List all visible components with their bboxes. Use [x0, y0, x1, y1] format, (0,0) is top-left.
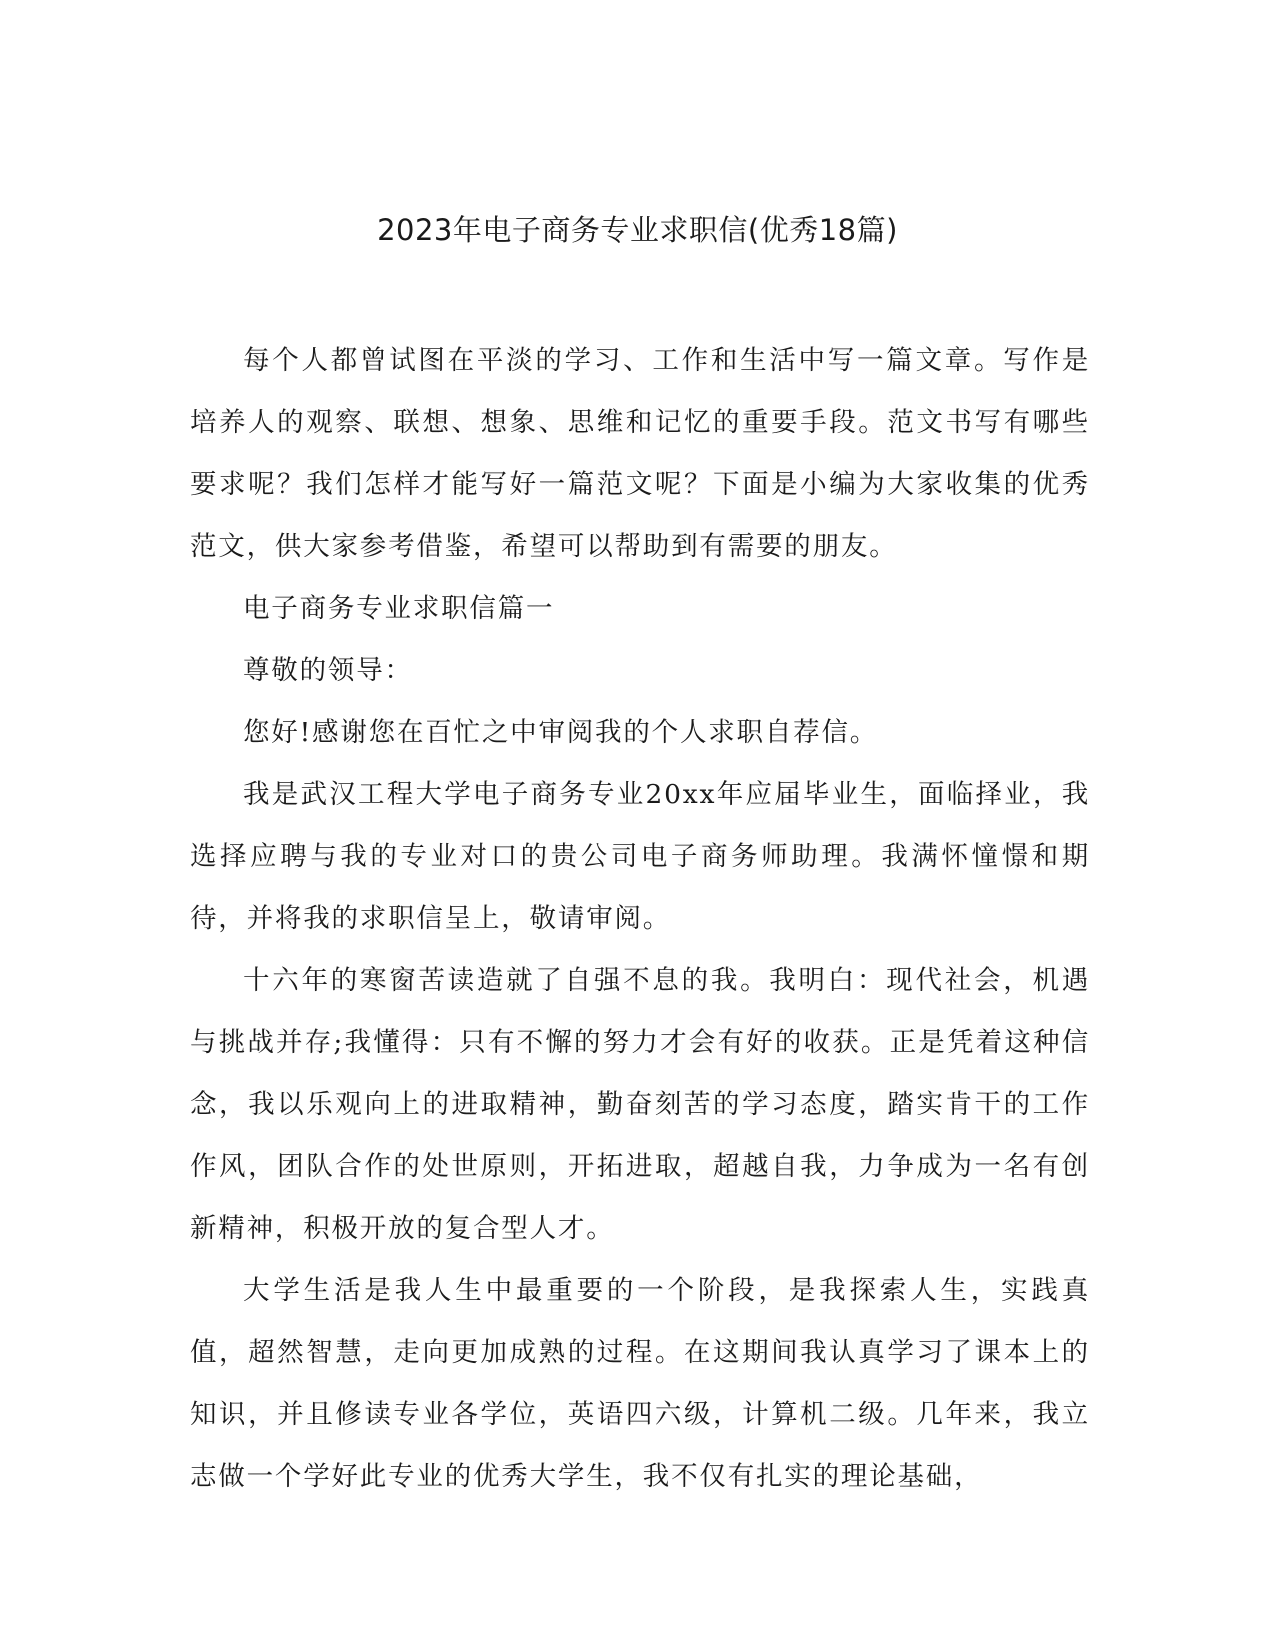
- university-paragraph: 大学生活是我人生中最重要的一个阶段，是我探索人生，实践真值，超然智慧，走向更加成熟的过程。在这期间我认真学习了课本上的知识，并且修读专业各学位，英语四六级，计算机二级。几年来，我立志做一个学好此专业的优秀大学生，我不仅有扎实的理论基础，: [190, 1275, 1090, 1492]
- introduction-paragraph: 我是武汉工程大学电子商务专业20xx年应届毕业生，面临择业，我选择应聘与我的专业对口的贵公司电子商务师助理。我满怀憧憬和期待，并将我的求职信呈上，敬请审阅。: [190, 779, 1090, 934]
- salutation: 尊敬的领导：: [243, 655, 413, 686]
- document-body: [190, 330, 1090, 1508]
- character-paragraph: 十六年的寒窗苦读造就了自强不息的我。我明白：现代社会，机遇与挑战并存;我懂得：只有不懈的努力才会有好的收获。正是凭着这种信念，我以乐观向上的进取精神，勤奋刻苦的学习态度，踏实肯干的工作作风，团队合作的处世原则，开拓进取，超越自我，力争成为一名有创新精神，积极开放的复合型人才。: [190, 965, 1090, 1244]
- section-heading: 电子商务专业求职信篇一: [243, 593, 555, 624]
- greeting-paragraph: 您好!感谢您在百忙之中审阅我的个人求职自荐信。: [243, 717, 879, 748]
- intro-paragraph: 每个人都曾试图在平淡的学习、工作和生活中写一篇文章。写作是培养人的观察、联想、想象、思维和记忆的重要手段。范文书写有哪些要求呢？我们怎样才能写好一篇范文呢？下面是小编为大家收集的优秀范文，供大家参考借鉴，希望可以帮助到有需要的朋友。: [190, 345, 1090, 562]
- document-title: 2023年电子商务专业求职信(优秀18篇): [377, 213, 898, 247]
